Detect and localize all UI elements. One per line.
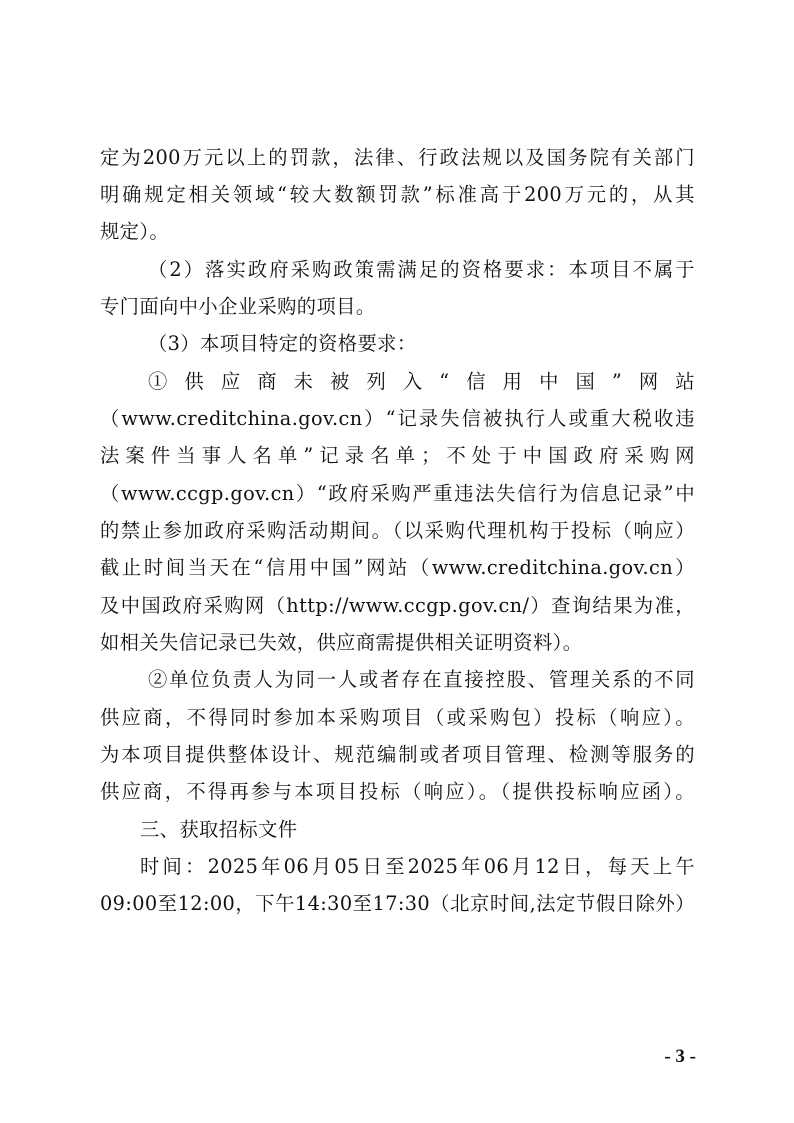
body-text-line: ②单位负责人为同一人或者存在直接控股、管理关系的不同 xyxy=(148,668,695,691)
body-text-line: （www.creditchina.gov.cn）“记录失信被执行人或重大税收违 xyxy=(100,407,695,430)
body-text-line: 供应商，不得再参与本项目投标（响应）。（提供投标响应函）。 xyxy=(100,780,695,803)
body-text-line: 供应商，不得同时参加本采购项目（或采购包）投标（响应）。 xyxy=(100,706,695,729)
body-text-line: 为本项目提供整体设计、规范编制或者项目管理、检测等服务的 xyxy=(100,743,695,766)
body-text-line: ①供应商未被列入“信用中国”网站 xyxy=(148,370,695,393)
body-text-line: 明确规定相关领域“较大数额罚款”标准高于200万元的，从其 xyxy=(100,183,695,206)
body-text-line: 如相关失信记录已失效，供应商需提供相关证明资料）。 xyxy=(100,631,583,654)
body-text-line: 的禁止参加政府采购活动期间。（以采购代理机构于投标（响应） xyxy=(100,519,695,542)
body-text-line: （3）本项目特定的资格要求： xyxy=(148,332,417,355)
page-number: - 3 - xyxy=(664,1046,696,1067)
body-text-line: 专门面向中小企业采购的项目。 xyxy=(100,295,376,318)
body-text-line: 时间：2025年06月05日至2025年06月12日，每天上午 xyxy=(140,855,695,878)
body-text-line: （2）落实政府采购政策需满足的资格要求：本项目不属于 xyxy=(148,258,695,281)
body-text-line: 截止时间当天在“信用中国”网站（www.creditchina.gov.cn） xyxy=(100,556,695,579)
body-text-line: 及中国政府采购网（http://www.ccgp.gov.cn/）查询结果为准， xyxy=(100,594,695,617)
body-text-line: 09:00至12:00，下午14:30至17:30（北京时间,法定节假日除外） xyxy=(100,892,695,915)
body-text-line: （www.ccgp.gov.cn）“政府采购严重违法失信行为信息记录”中 xyxy=(100,482,695,505)
body-text-line: 定为200万元以上的罚款，法律、行政法规以及国务院有关部门 xyxy=(100,146,695,169)
section-heading: 三、获取招标文件 xyxy=(140,818,298,841)
body-text-line: 法案件当事人名单”记录名单；不处于中国政府采购网 xyxy=(100,444,695,467)
body-text-line: 规定）。 xyxy=(100,220,170,243)
